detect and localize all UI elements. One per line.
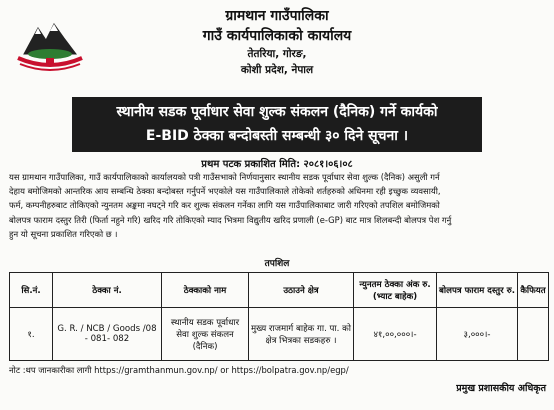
cell-sn: १.: [10, 308, 53, 361]
column-header-remarks: कैफियत: [518, 273, 549, 308]
cell-remarks: [518, 308, 549, 361]
column-header-contract-name: ठेक्काको नाम: [162, 273, 249, 308]
cell-form-fee: ३,०००।-: [437, 308, 518, 361]
publication-date: प्रथम पटक प्रकाशित मिति: २०८१।०६।०८: [201, 159, 353, 170]
notice-title-line2: E-BID ठेक्का बन्दोबस्ती सम्बन्धी ३० दिने सूचना ।: [145, 128, 409, 144]
column-header-area: उठाउने क्षेत्र: [249, 273, 354, 308]
notice-title-line1: स्थानीय सडक पूर्वाधार सेवा शुल्क संकलन (दैनिक) गर्ने कार्यको: [116, 104, 438, 120]
column-header-min-amount: न्युनतम ठेक्का अंक रु. (भ्याट बाहेक): [354, 273, 437, 308]
table-caption: तपशिल: [264, 259, 290, 269]
cell-area: मुख्य राजमार्ग बाहेक गा. पा. को क्षेत्र भित्रका सडकहरु ।: [249, 308, 354, 361]
column-header-contract-no: ठेक्का नं.: [53, 273, 162, 308]
province-country: कोशी प्रदेश, नेपाल: [240, 64, 314, 76]
table-header-row: [10, 273, 549, 308]
signature-title: प्रमुख प्रशासकीय अधिकृत: [456, 383, 546, 394]
notice-title-banner: [72, 97, 482, 152]
table-row: [10, 308, 549, 361]
body-line: बोलपत्र फाराम दस्तुर तिरी (फिर्ता नहुने गरि) खरिद गरि तोकिएको म्याद भित्रमा विद्युतीय खरिद प्रणाली (e-GP) बाट मात्र शिलबन्दी बोलपत्र पेश गर्नु: [9, 214, 452, 225]
office-address: तेतरिया, गोरङ,: [247, 48, 307, 60]
body-line: यस ग्रामथान गाउँपालिका, गाउँ कार्यपालिकाको कार्यालयको पत्री गाउँसभाको निर्णयानुसार स्थानीय सडक पूर्वाधार सेवा शुल्क (दैनिक) असुली गर्न: [9, 172, 440, 182]
office-name: गाउँ कार्यपालिकाको कार्यालय: [202, 28, 352, 44]
tender-table: [9, 272, 549, 361]
cell-contract-no: G. R. / NCB / Goods /08 - 081- 082: [53, 308, 162, 361]
body-line: फर्म, कम्पनीहरुबाट तोकिएको न्युनतम अङ्कमा नघट्ने गरि कर शुल्क संकलन गर्नेका लागि यस गाउँपालिकाबाट जारी गरिएको तपशिल बमोजिमको: [9, 200, 440, 211]
column-header-sn: सि.नं.: [10, 273, 53, 308]
notice-body: [9, 170, 549, 241]
municipality-name: ग्रामथान गाउँपालिका: [225, 8, 329, 24]
cell-contract-name: स्थानीय सडक पूर्वाधार सेवा शुल्क संकलन (दैनिक): [162, 308, 249, 361]
body-line: देहाय बमोजिमको आन्तरिक आय सम्बन्धि ठेक्का बन्दोबस्त गर्नुपर्ने भएकोले यस गाउँपालिकाले तोकेको शर्तहरुको अधिनमा रही इच्छुक व्यवसायी,: [9, 186, 441, 197]
cell-min-amount: ४१,००,०००।-: [354, 308, 437, 361]
note-text: नोट :थप जानकारीका लागी https://gramthanmun.gov.np/ or https://bolpatra.gov.np/egp/: [9, 365, 349, 375]
column-header-form-fee: बोलपत्र फाराम दस्तुर रु.: [437, 273, 518, 308]
body-line: हुन यो सूचना प्रकाशित गरिएको छ ।: [9, 228, 118, 239]
